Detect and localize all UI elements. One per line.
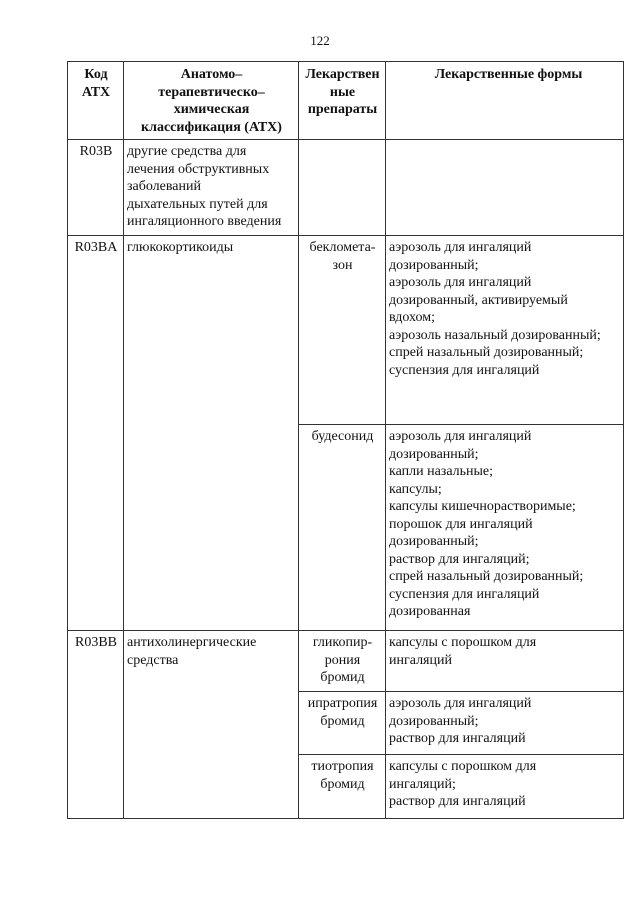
- classification-cell: [124, 631, 299, 819]
- table-row: [68, 631, 624, 692]
- text-line: химическая: [173, 102, 250, 117]
- text-line: АТХ: [81, 84, 111, 100]
- text-line: заболеваний: [127, 179, 201, 194]
- dosage-forms-cell: [386, 755, 624, 819]
- dosage-forms-cell: [386, 236, 624, 425]
- text-line: аэрозоль для ингаляций: [389, 275, 532, 290]
- text-line: будесонид: [311, 429, 374, 444]
- atc-code-cell: R03B: [68, 140, 124, 236]
- text-line: тиотропия: [311, 759, 374, 774]
- atc-code-cell: R03BB: [68, 631, 124, 819]
- text-line: порошок для ингаляций: [389, 516, 533, 532]
- text-line: аэрозоль для ингаляций: [389, 429, 532, 444]
- page-number: 122: [310, 33, 330, 48]
- text-line: аэрозоль для ингаляций: [389, 240, 532, 255]
- text-line: ингаляций: [389, 652, 452, 668]
- text-line: Код: [84, 67, 108, 82]
- text-line: вдохом;: [389, 310, 435, 325]
- text-line: ипратропия: [307, 696, 378, 711]
- text-line: бромид: [320, 776, 365, 792]
- text-line: раствор для ингаляций;: [389, 551, 530, 567]
- text-line: капсулы с порошком для: [389, 635, 537, 650]
- text-line: аэрозоль назальный дозированный;: [389, 327, 601, 343]
- text-line: терапевтическо–: [158, 84, 265, 100]
- text-line: ингаляций;: [389, 776, 456, 792]
- drug-name-cell: [299, 425, 386, 631]
- text-line: капли назальные;: [389, 464, 494, 479]
- dosage-forms-cell: [386, 692, 624, 755]
- header-classification: [124, 62, 299, 140]
- text-line: классификация (АТХ): [141, 119, 282, 135]
- text-line: препараты: [307, 102, 378, 117]
- text-line: ингаляционного введения: [127, 214, 282, 229]
- text-line: бекломета-: [309, 240, 376, 255]
- text-line: Анатомо–: [180, 67, 243, 82]
- text-line: суспензия для ингаляций: [389, 586, 540, 602]
- text-line: дозированная: [389, 604, 471, 619]
- text-line: другие средства для: [127, 144, 247, 159]
- table-row: [68, 236, 624, 425]
- text-line: дозированный, активируемый: [389, 292, 568, 308]
- text-line: антихолинергические: [127, 635, 257, 650]
- drug-name-cell: [299, 236, 386, 425]
- drug-name-cell: [299, 692, 386, 755]
- text-line: спрей назальный дозированный;: [389, 345, 584, 360]
- text-line: аэрозоль для ингаляций: [389, 696, 532, 711]
- drug-name-cell: [299, 755, 386, 819]
- text-line: дозированный;: [389, 446, 479, 462]
- atc-code-cell: R03BA: [68, 236, 124, 631]
- text-line: ные: [329, 84, 356, 100]
- classification-cell: [124, 140, 299, 236]
- text-line: глюкокортикоиды: [127, 240, 234, 255]
- text-line: капсулы;: [389, 481, 442, 497]
- table-header-row: [68, 62, 624, 140]
- text-line: дозированный;: [389, 713, 479, 729]
- header-forms: [386, 62, 624, 140]
- text-line: гликопир-: [312, 635, 373, 650]
- atc-table: [67, 61, 624, 819]
- text-line: лечения обструктивных: [127, 161, 270, 177]
- text-line: капсулы кишечнорастворимые;: [389, 499, 576, 514]
- classification-cell: [124, 236, 299, 631]
- text-line: дыхательных путей для: [127, 196, 268, 212]
- text-line: рония: [324, 652, 361, 668]
- table-body: [68, 140, 624, 819]
- dosage-forms-cell: [386, 140, 624, 236]
- text-line: капсулы с порошком для: [389, 759, 537, 774]
- text-line: Лекарственные формы: [434, 67, 583, 82]
- text-line: зон: [332, 257, 353, 273]
- text-line: раствор для ингаляций: [389, 794, 526, 809]
- text-line: средства: [127, 652, 179, 668]
- text-line: раствор для ингаляций: [389, 731, 526, 746]
- text-line: спрей назальный дозированный;: [389, 569, 584, 584]
- drug-name-cell: [299, 631, 386, 692]
- text-line: Лекарствен: [305, 67, 380, 82]
- table-row: [68, 140, 624, 236]
- text-line: дозированный;: [389, 534, 479, 549]
- text-line: бромид: [320, 713, 365, 729]
- header-drugs: [299, 62, 386, 140]
- header-code: [68, 62, 124, 140]
- text-line: дозированный;: [389, 257, 479, 273]
- dosage-forms-cell: [386, 631, 624, 692]
- text-line: суспензия для ингаляций: [389, 362, 540, 378]
- drug-name-cell: [299, 140, 386, 236]
- text-line: бромид: [320, 670, 365, 685]
- dosage-forms-cell: [386, 425, 624, 631]
